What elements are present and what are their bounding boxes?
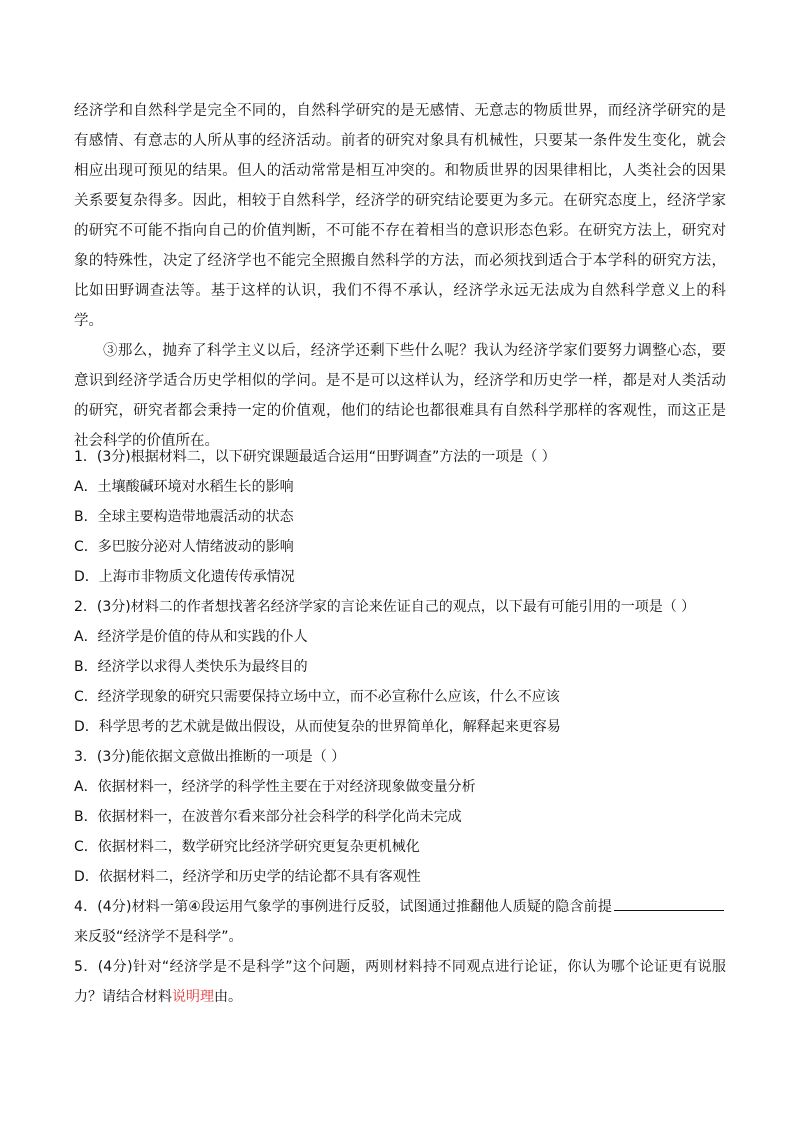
question-3 (74, 742, 726, 892)
passage-paragraph-1: 经济学和自然科学是完全不同的，自然科学研究的是无感情、无意志的物质世界，而经济学研究的是有感情、有意志的人所从事的经济活动。前者的研究对象具有机械性，只要某一条件发生变化，就会相应出现可预见的结果。但人的活动常常是相互冲突的。和物质世界的因果律相比，人类社会的因果关系要复杂得多。因此，相较于自然科学，经济学的研究结论要更为多元。在研究态度上，经济学家的研究不可能不指向自己的价值判断，不可能不存在着相当的意识形态色彩。在研究方法上，研究对象的特殊性，决定了经济学也不能完全照搬自然科学的方法，而必须找到适合于本学科的研究方法，比如田野调查法等。基于这样的认识，我们不得不承认，经济学永远无法成为自然科学意义上的科学。 (74, 103, 726, 329)
option-a: A．依据材料一，经济学的科学性主要在于对经济现象做变量分析 (74, 779, 476, 795)
question-stem: 2．(3分)材料二的作者想找著名经济学家的言论来佐证自己的观点，以下最有可能引用的一项是（ ） (74, 599, 696, 615)
option-a: A．土壤酸碱环境对水稻生长的影响 (74, 479, 294, 495)
option-c: C．依据材料二，数学研究比经济学研究更复杂更机械化 (74, 839, 420, 855)
option-a: A．经济学是价值的侍从和实践的仆人 (74, 629, 308, 645)
option-b: B．依据材料一，在波普尔看来部分社会科学的科学化尚未完成 (74, 809, 462, 825)
question-4-text: 4．(4分)材料一第④段运用气象学的事例进行反驳，试图通过推翻他人质疑的隐含前提 (74, 899, 612, 915)
option-d: D．科学思考的艺术就是做出假设，从而使复杂的世界简单化，解释起来更容易 (74, 719, 561, 735)
reading-passage (74, 96, 726, 456)
question-2 (74, 592, 726, 742)
passage-paragraph-2: ③那么，抛弃了科学主义以后，经济学还剩下些什么呢？我认为经济学家们要努力调整心态，要意识到经济学适合历史学相似的学问。是不是可以这样认为，经济学和历史学一样，都是对人类活动的研究，研究者都会秉持一定的价值观，他们的结论也都很难具有自然科学那样的客观性，而这正是社会科学的价值所在。 (74, 343, 726, 449)
option-d: D．上海市非物质文化遗传传承情况 (74, 569, 295, 585)
question-stem: 1．(3分)根据材料二，以下研究课题最适合运用“田野调查”方法的一项是（ ） (74, 449, 556, 465)
question-stem: 3．(3分)能依据文意做出推断的一项是（ ） (74, 749, 346, 765)
question-5-text-end: 由。 (214, 989, 242, 1005)
question-1 (74, 442, 726, 592)
option-c: C．多巴胺分泌对人情绪波动的影响 (74, 539, 294, 555)
option-c: C．经济学现象的研究只需要保持立场中立，而不必宣称什么应该，什么不应该 (74, 689, 560, 705)
answer-blank[interactable] (614, 894, 724, 911)
question-4-text-end: 来反驳“经济学不是科学”。 (74, 929, 243, 945)
question-5-text: 5．(4分)针对“经济学是不是科学”这个问题，两则材料持不同观点进行论证，你认为哪个论证更有说服力？请结合材料 (74, 959, 726, 1005)
option-b: B．全球主要构造带地震活动的状态 (74, 509, 294, 525)
option-b: B．经济学以求得人类快乐为最终目的 (74, 659, 308, 675)
question-5 (74, 952, 726, 1012)
question-list (74, 442, 726, 1012)
option-d: D．依据材料二，经济学和历史学的结论都不具有客观性 (74, 869, 421, 885)
question-4 (74, 892, 726, 952)
highlighted-text: 说明理 (172, 989, 214, 1005)
